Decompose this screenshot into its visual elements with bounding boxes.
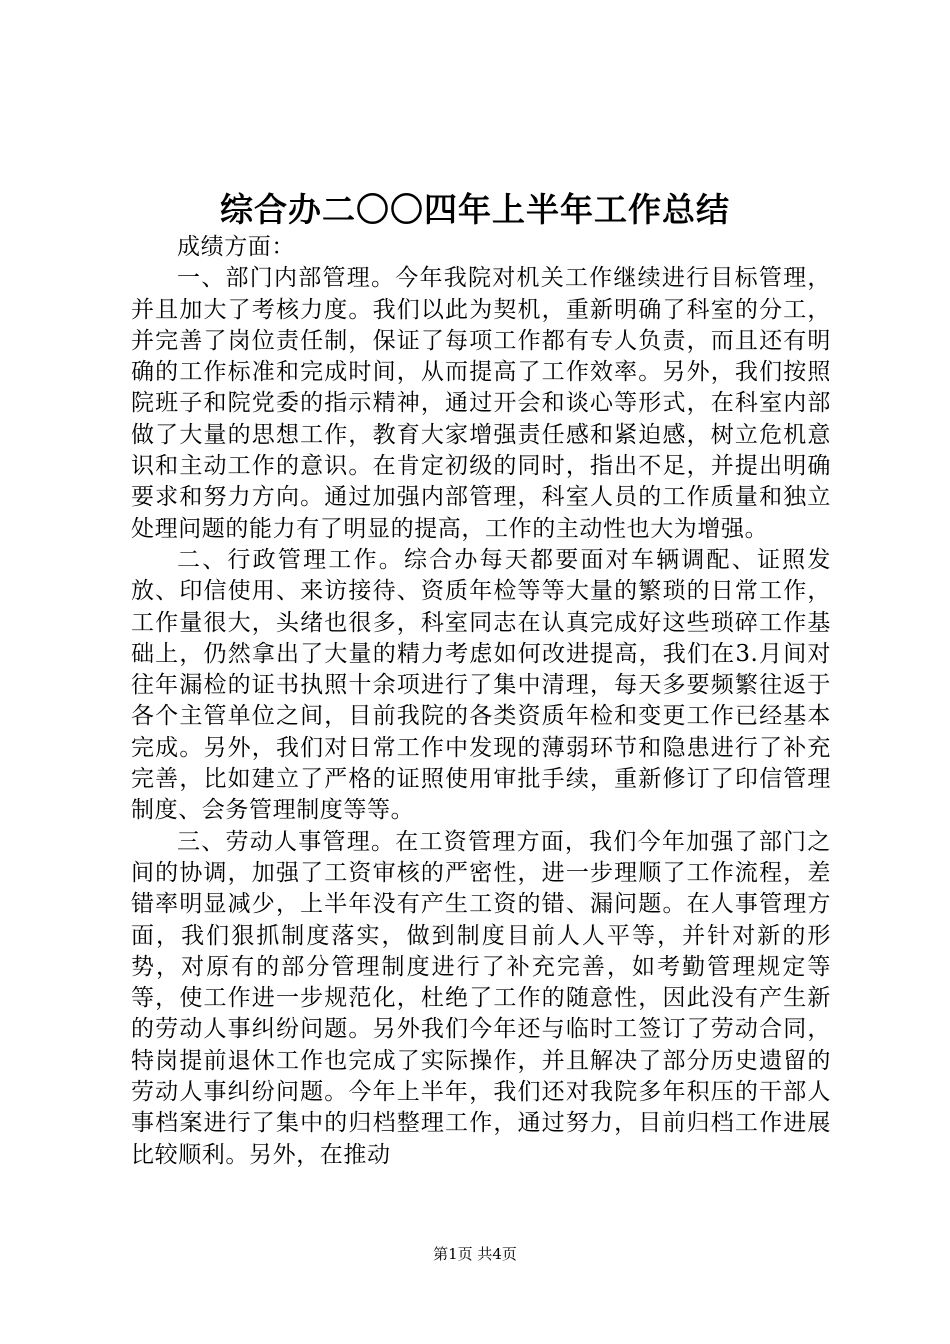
document-body bbox=[131, 232, 831, 1171]
paragraph-labor-personnel: 三、劳动人事管理。在工资管理方面，我们今年加强了部门之间的协调，加强了工资审核的严密性，进一步理顺了工作流程，差错率明显减少，上半年没有产生工资的错、漏问题。在人事管理方面，我们狠抓制度落实，做到制度目前人人平等，并针对新的形势，对原有的部分管理制度进行了补充完善，如考勤管理规定等等，使工作进一步规范化，杜绝了工作的随意性，因此没有产生新的劳动人事纠纷问题。另外我们今年还与临时工签订了劳动合同，特岗提前退休工作也完成了实际操作，并且解决了部分历史遗留的劳动人事纠纷问题。今年上半年，我们还对我院多年积压的干部人事档案进行了集中的归档整理工作，通过努力，目前归档工作进展比较顺利。另外，在推动 bbox=[131, 828, 831, 1168]
paragraph-department-management: 一、部门内部管理。今年我院对机关工作继续进行目标管理，并且加大了考核力度。我们以此为契机，重新明确了科室的分工，并完善了岗位责任制，保证了每项工作都有专人负责，而且还有明确的工作标准和完成时间，从而提高了工作效率。另外，我们按照院班子和院党委的指示精神，通过开会和谈心等形式，在科室内部做了大量的思想工作，教育大家增强责任感和紧迫感，树立危机意识和主动工作的意识。在肯定初级的同时，指出不足，并提出明确要求和努力方向。通过加强内部管理，科室人员的工作质量和独立处理问题的能力有了明显的提高，工作的主动性也大为增强。 bbox=[131, 265, 831, 542]
document-title: 综合办二〇〇四年上半年工作总结 bbox=[220, 190, 730, 229]
page-footer: 第1页 共4页 bbox=[433, 1245, 517, 1263]
paragraph-administrative-work: 二、行政管理工作。综合办每天都要面对车辆调配、证照发放、印信使用、来访接待、资质年检等等大量的繁琐的日常工作，工作量很大，头绪也很多，科室同志在认真完成好这些琐碎工作基础上，仍然拿出了大量的精力考虑如何改进提高，我们在3.月间对往年漏检的证书执照十余项进行了集中清理，每天多要频繁往返于各个主管单位之间，目前我院的各类资质年检和变更工作已经基本完成。另外，我们对日常工作中发现的薄弱环节和隐患进行了补充完善，比如建立了严格的证照使用审批手续，重新修订了印信管理制度、会务管理制度等等。 bbox=[131, 546, 831, 824]
paragraph-achievements-heading: 成绩方面： bbox=[177, 234, 295, 260]
